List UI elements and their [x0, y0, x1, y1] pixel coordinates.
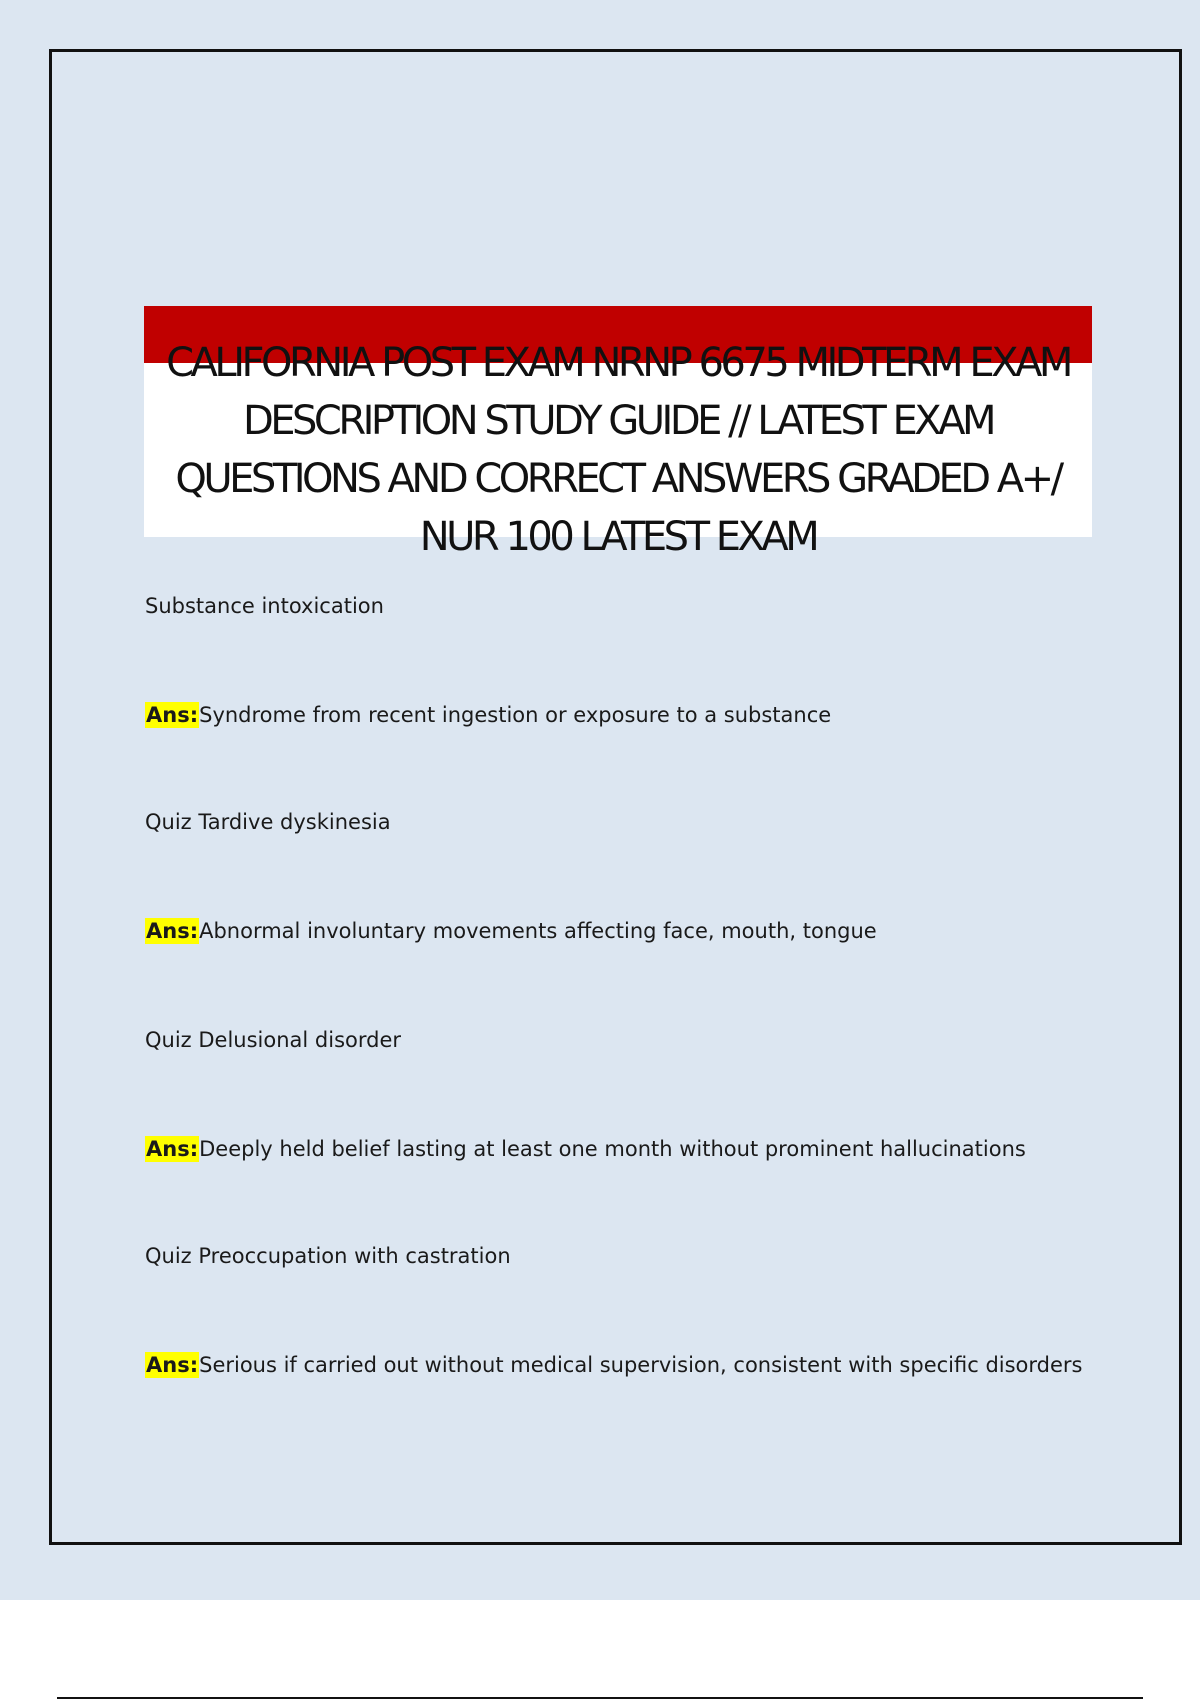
answer-text: Abnormal involuntary movements affecting face, mouth, tongue — [199, 919, 877, 943]
answer-text: Syndrome from recent ingestion or exposure to a substance — [199, 703, 832, 727]
answer-text: Deeply held belief lasting at least one month without prominent hallucinations — [199, 1137, 1026, 1161]
title-block — [144, 306, 1092, 560]
bottom-rule — [57, 1697, 1143, 1699]
answer-text: Serious if carried out without medical supervision, consistent with specific disorders — [199, 1353, 1083, 1377]
page-border — [49, 49, 1182, 1545]
question-4: Quiz Preoccupation with castration — [145, 1244, 511, 1268]
answer-label: Ans: — [146, 703, 199, 727]
answer-2 — [145, 919, 877, 943]
answer-label: Ans: — [146, 919, 199, 943]
question-1: Substance intoxication — [145, 594, 384, 618]
question-3: Quiz Delusional disorder — [145, 1028, 402, 1052]
title-box — [144, 340, 1092, 560]
answer-4 — [145, 1353, 1083, 1377]
answer-label: Ans: — [146, 1137, 199, 1161]
question-2: Quiz Tardive dyskinesia — [145, 810, 391, 834]
answer-3 — [145, 1137, 1026, 1161]
document-title: CALIFORNIA POST EXAM NRNP 6675 MIDTERM EXAM DESCRIPTION STUDY GUIDE // LATEST EXAM QUESTIONS AND CORRECT ANSWERS GRADED A+/ NUR 100 LATEST EXAM — [166, 340, 1070, 560]
answer-label: Ans: — [146, 1353, 199, 1377]
answer-1 — [145, 703, 831, 727]
